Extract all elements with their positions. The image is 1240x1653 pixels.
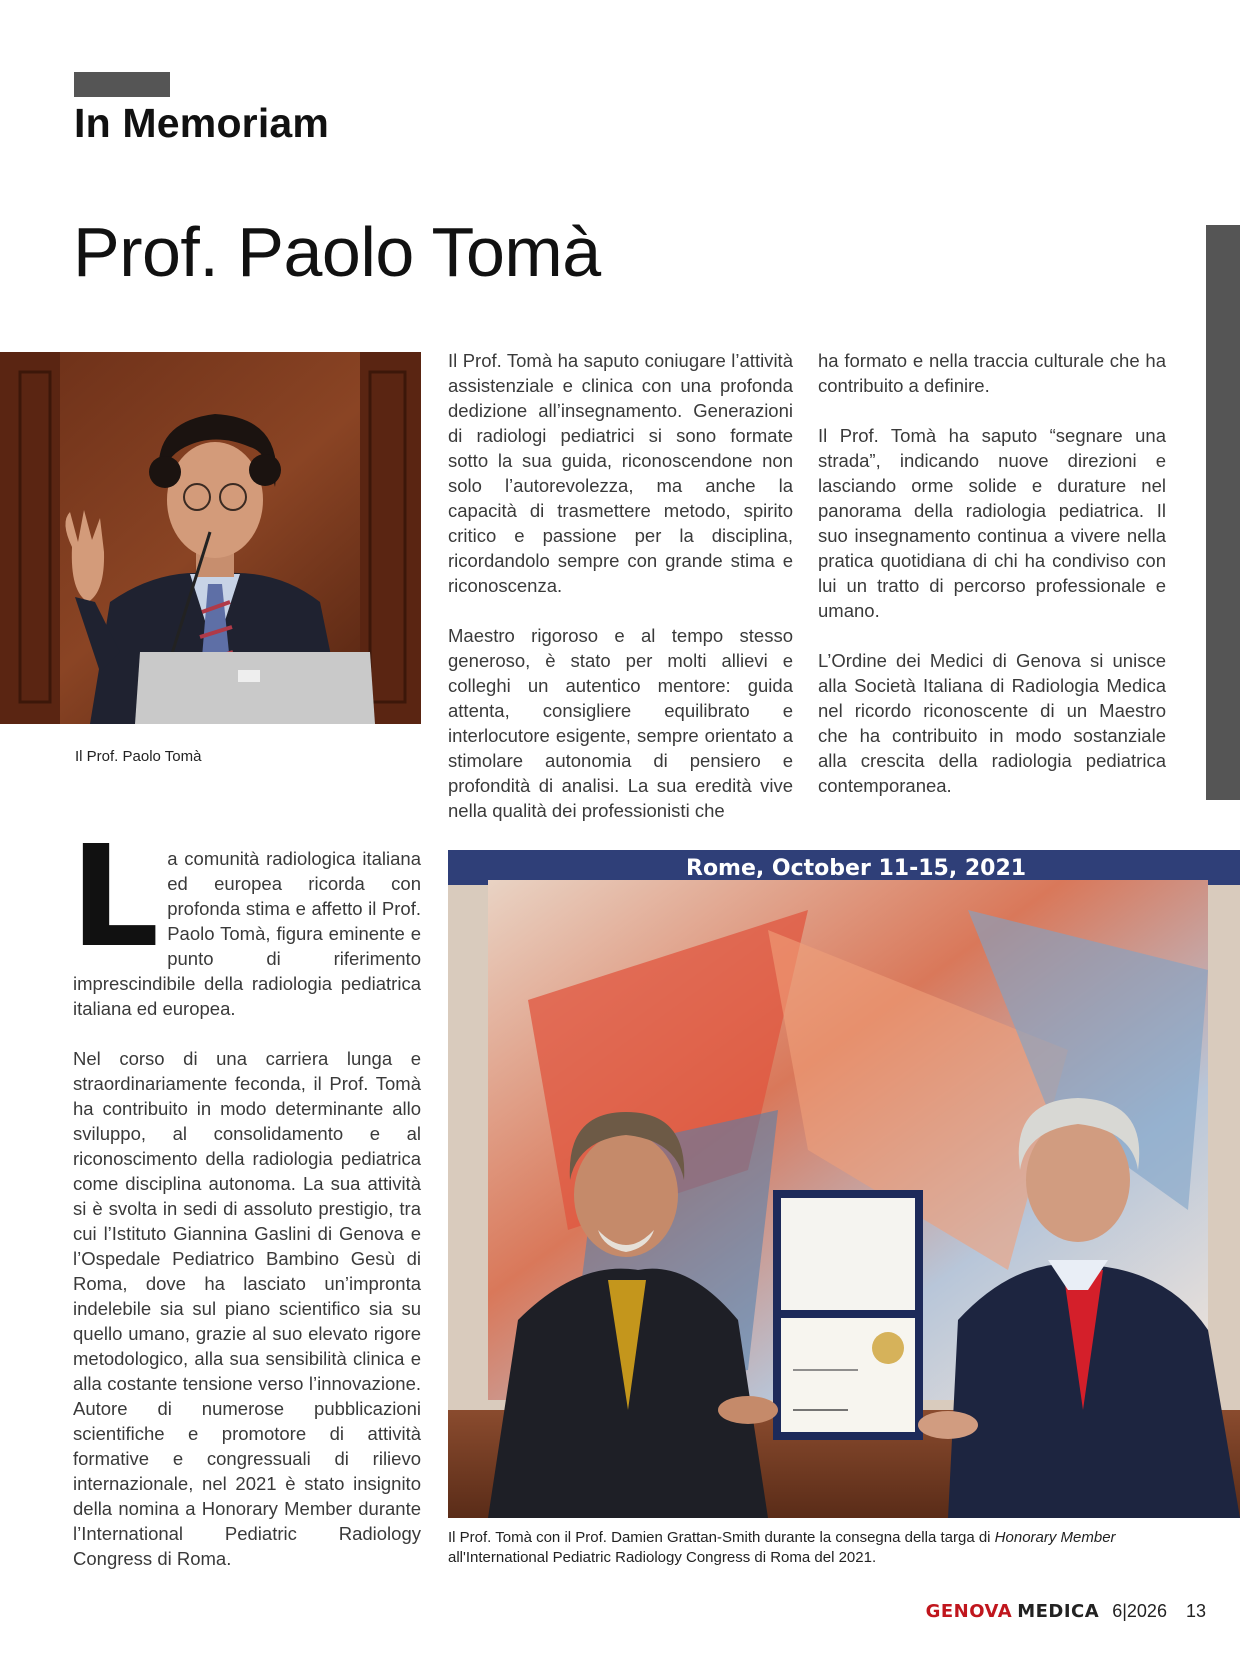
drop-cap: L bbox=[70, 816, 160, 979]
portrait-caption: Il Prof. Paolo Tomà bbox=[75, 748, 202, 765]
article-paragraph: Il Prof. Tomà ha saputo “segnare una strada”, indicando nuove direzioni e lasciando orme solide e durature nel panorama della radiologia pediatrica. Il suo insegnamento continua a vivere nella pratica quotidiana di chi ha condiviso con lui un tratto di percorso professionale e umano. bbox=[818, 425, 1166, 621]
article-paragraph: Il Prof. Tomà ha saputo coniugare l’attività assistenziale e clinica con una profonda dedizione all’insegnamento. Generazioni di radiologi pediatrici si sono formate sotto la sua guida, riconoscendone non solo l’autorevolezza, ma anche la capacità di trasmettere metodo, spirito critico e passione per la disciplina, ricordandolo sempre con grande stima e riconoscenza. bbox=[448, 350, 793, 596]
page-number: 13 bbox=[1185, 1601, 1206, 1621]
article-paragraph bbox=[70, 816, 421, 1021]
portrait-photo bbox=[0, 352, 421, 724]
side-tab-marker bbox=[1206, 225, 1240, 800]
article-paragraph: L’Ordine dei Medici di Genova si unisce alla Società Italiana di Radiologia Medica nel ricordo riconoscente di un Maestro che ha contribuito in modo sostanziale alla crescita della radiologia pediatrica contemporanea. bbox=[818, 650, 1166, 796]
article-column-2 bbox=[448, 348, 793, 823]
section-marker-bar bbox=[74, 72, 170, 97]
article-column-3 bbox=[818, 348, 1166, 798]
brand-name-genova: GENOVA bbox=[925, 1601, 1013, 1622]
page-title: Prof. Paolo Tomà bbox=[73, 213, 601, 291]
article-paragraph: Nel corso di una carriera lunga e straordinariamente feconda, il Prof. Tomà ha contribuito in modo determinante allo sviluppo, al consolidamento e al riconoscimento della radiologia pediatrica come disciplina autonoma. La sua attività si è svolta in sedi di assoluto prestigio, tra cui l’Istituto Giannina Gaslini di Genova e l’Ospedale Pediatrico Bambino Gesù di Roma, dove ha lasciato un’impronta indelebile sia sul piano scientifico sia su quello umano, grazie al suo elevato rigore metodologico, alla sua sensibilità clinica e alla costante tensione verso l’innovazione. Autore di numerose pubblicazioni scientifiche e promotore di attività formative e congressuali di rilievo internazionale, nel 2021 è stato insignito della nomina a Honorary Member durante l’International Pediatric Radiology Congress di Roma. bbox=[73, 1048, 421, 1569]
award-caption bbox=[448, 1528, 1240, 1569]
caption-text: Il Prof. Tomà con il Prof. Damien Grattan-Smith durante la consegna della targa di bbox=[448, 1529, 995, 1546]
page-footer bbox=[926, 1601, 1206, 1622]
caption-text: all'International Pediatric Radiology Congress di Roma del 2021. bbox=[448, 1549, 877, 1567]
banner-text: Rome, October 11-15, 2021 bbox=[686, 856, 1027, 881]
award-ceremony-photo bbox=[448, 850, 1240, 1518]
article-paragraph: ha formato e nella traccia culturale che ha contribuito a definire. bbox=[818, 350, 1166, 396]
paragraph-text: a comunità radiologica italiana ed europea ricorda con profonda stima e affetto il Prof. Paolo Tomà, figura eminente e punto di riferimento imprescindibile della radiologia pediatrica italiana ed europea. bbox=[73, 848, 421, 1019]
article-paragraph: Maestro rigoroso e al tempo stesso generoso, è stato per molti allievi e colleghi un autentico mentore: guida attenta, consigliere equilibrato e interlocutore esigente, sempre orientato a stimolare autonomia di pensiero e profondità di analisi. La sua eredità vive nella qualità dei professionisti che bbox=[448, 625, 793, 821]
article-column-1 bbox=[70, 816, 421, 1571]
issue-number: 6|2026 bbox=[1112, 1601, 1167, 1621]
brand-name-medica: MEDICA bbox=[1017, 1601, 1100, 1622]
caption-emphasis: Honorary Member bbox=[994, 1529, 1116, 1546]
section-label: In Memoriam bbox=[74, 100, 330, 146]
